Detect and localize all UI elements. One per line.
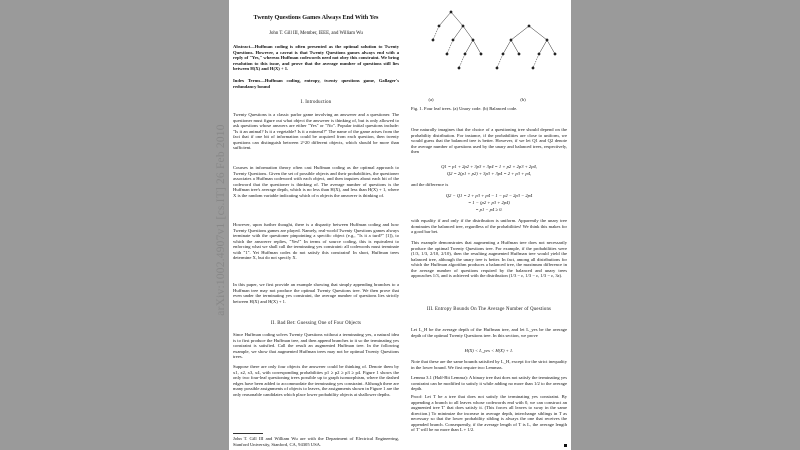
paper-authors: John T. Gill III, Member, IEEE, and William Wu bbox=[269, 31, 363, 36]
equation-bounds: H(X) < L_yes < H(X) + 1. bbox=[464, 348, 514, 353]
arxiv-id-text: arXiv:1002.4907v1 [cs.IT] 26 Feb 2010 bbox=[215, 124, 227, 316]
section-3-heading: III. Entropy Bounds On The Average Number of Questions bbox=[426, 307, 552, 312]
section-2-heading: II. Bad Bet: Guessing One of Four Objects bbox=[270, 321, 362, 326]
equation-q1: Q1 = p1 + 2p2 + 3p3 + 3p4 = 1 + p2 + 2p3 + 2p4, bbox=[441, 164, 537, 169]
section-1-paragraph-2: Courses in information theory often cast Huffman coding as the optimal approach to Twenty Questions. Given the set of possible objects and their probabilities, the questioner associates a Huffman codeword with each object, and then inquires about each bit of the codeword that the questioner is thinking of. The average number of questions is the Huffman tree's average depth, which is no less than H(X), and less than H(X) + 1, where X is the random variable indicating which of n objects the answerer is thinking of. bbox=[233, 165, 399, 198]
footnote-rule bbox=[233, 433, 263, 434]
footnote: John T. Gill III and William Wu are with the Department of Electrical Engineering, Stanford University, Stanford, CA, 94305 USA. bbox=[233, 436, 399, 447]
paper-page bbox=[229, 0, 571, 450]
section-2-paragraph-2: Suppose there are only four objects the answerer could be thinking of. Denote them by x1, x2, x3, x4, with corresponding probabilities p1 ≥ p2 ≥ p3 ≥ p4. Figure 1 shows the only two four-leaf questioning trees possible up to graph isomorphism, where the dashed edges have been added to accommodate the terminating yes constraint. Although there are many possible assignments of objects to leaves, the assignments shown in Figure 1 are the only reasonable candidates which place lower probability objects at shallower depths. bbox=[233, 364, 399, 397]
right-paragraph-2: with equality if and only if the distribution is uniform. Apparently the unary tree dominates the balanced tree, regardless of the probabilities! We think this makes for a good bar bet. bbox=[411, 218, 567, 234]
right-paragraph-1: One naturally imagines that the choice of a questioning tree should depend on the probability distribution. For instance, if the probabilities are close to uniform, we would guess that the balanced tree is better. However, if we let Q1 and Q2 denote the average number of questions used by the unary and balanced trees, respectively, then bbox=[411, 127, 567, 154]
section-1-paragraph-3: However, upon further thought, there is a disparity between Huffman coding and how Twenty Questions games are played. Namely, real-world Twenty Questions games always terminate with the questioner pinpointing a specific object (e.g., "Is it a turd?" [1]), to which the answerer replies, "Yes!" In terms of source coding, this is equivalent to enforcing what we shall call the terminating yes constraint: all codewords must terminate with "1". Yet Huffman codes do not satisfy this constraint! In short, Huffman trees determine X, but do not specify X. bbox=[233, 222, 399, 260]
section-1-paragraph-4: In this paper, we first provide an example showing that simply appending branches to a Huffman tree may not produce the optimal Twenty Questions tree. We then prove that even under the terminating yes constraint, the average number of questions lies strictly between H(X) and H(X) + 1. bbox=[233, 282, 399, 304]
right-paragraph-5: Note that these are the same bounds satisfied by L_H, except for the strict inequality in the lower bound. We first require two Lemmas. bbox=[411, 359, 567, 370]
section-2-paragraph-1: Since Huffman coding solves Twenty Questions without a terminating yes, a natural idea is to first produce the Huffman tree, and then append branches to it so the terminating yes constraint is satisfied. Call the result an augmented Huffman tree. In the following example, we show that augmented Huffman trees may not be optimal Twenty Questions trees. bbox=[233, 332, 399, 359]
arxiv-identifier-stamp bbox=[214, 95, 228, 345]
proof: Proof: Let T be a tree that does not satisfy the terminating yes constraint. By appending a branch to all leaves whose codewords end with 0, we can construct an augmented tree T' that does satisfy it. (This forces all leaves to sway in the same direction.) To minimize the increase in average depth, interchange siblings in T as necessary so that the lower probability sibling is always the one that receives the appended branch. Consequently, if the average length of T is L, the average length of T' will be no more than L + 1/2. bbox=[411, 394, 567, 432]
paper-title: Twenty Questions Games Always End With Yes bbox=[253, 14, 379, 21]
qed-square-icon bbox=[564, 444, 567, 447]
right-paragraph-4: Let L_H be the average depth of the Huffman tree, and let L_yes be the average depth of the optimal Twenty Questions tree. In this section, we prove bbox=[411, 327, 567, 338]
unary-tree-diagram bbox=[432, 11, 482, 69]
equation-q2: Q2 = 2(p1 + p2) + 3p3 + 3p4 = 2 + p3 + p4, bbox=[446, 171, 532, 176]
equation-diff-2: = 1 − (p2 + p3 + 2p4) bbox=[468, 200, 510, 205]
figure-1-trees bbox=[411, 4, 567, 104]
figure-label-a: (a) bbox=[428, 97, 434, 102]
right-paragraph-3: This example demonstrates that augmenting a Huffman tree does not necessarily produce the optimal Twenty Questions tree. For example, if the probabilities were (1/3, 1/3, 2/10, 2/10), then the resulting augmented Huffman tree would yield the balanced tree, although the unary tree is better. In fact, among all distributions for which the Huffman algorithm produces a balanced tree, the maximum difference in the average number of questions required by the balanced and unary trees approaches 1/3, and is achieved with the distribution (1/3 − ε, 1/3 − ε, 1/3 − ε, 3ε). bbox=[411, 240, 567, 278]
figure-label-b: (b) bbox=[520, 97, 526, 102]
section-1-paragraph-1: Twenty Questions is a classic parlor game involving an answerer and a questioner. The questioner must figure out what object the answerer is thinking of, but is only allowed to ask questions whose answers are either "Yes" or "No". Popular initial questions include: "Is it an animal? Is it a vegetable? Is it a mineral?" The name of the game arises from the fact that if one bit of information could be acquired from each question, then twenty questions can distinguish between 2^20 different objects, which should be more than sufficient. bbox=[233, 112, 399, 150]
difference-intro: and the difference is bbox=[411, 182, 449, 187]
balanced-tree-diagram bbox=[496, 25, 556, 69]
equation-diff-3: = p1 − p4 ≥ 0. bbox=[475, 207, 503, 212]
lemma-3-1: Lemma 3.1 (Half-Bit Lemma): A binary tree that does not satisfy the terminating yes constraint can be modified to satisfy it while adding no more than 1/2 to the average depth. bbox=[411, 375, 567, 391]
abstract: Abstract—Huffman coding is often presented as the optimal solution to Twenty Questions. However, a caveat is that Twenty Questions games always end with a reply of "Yes," whereas Huffman codewords need not obey this constraint. We bring resolution to this issue, and prove that the average number of questions still lies between H(X) and H(X) + 1. bbox=[233, 44, 399, 71]
index-terms: Index Terms—Huffman coding, entropy, twenty questions game, Gallager's redundancy bound bbox=[233, 78, 399, 89]
figure-caption: Fig. 1. Four leaf trees. (a) Unary code. (b) Balanced code. bbox=[411, 106, 518, 111]
equation-diff-1: Q2 − Q1 = 2 + p3 + p4 − 1 − p2 − 2p3 − 2p4 bbox=[445, 193, 533, 198]
section-1-heading: I. Introduction bbox=[300, 100, 332, 105]
